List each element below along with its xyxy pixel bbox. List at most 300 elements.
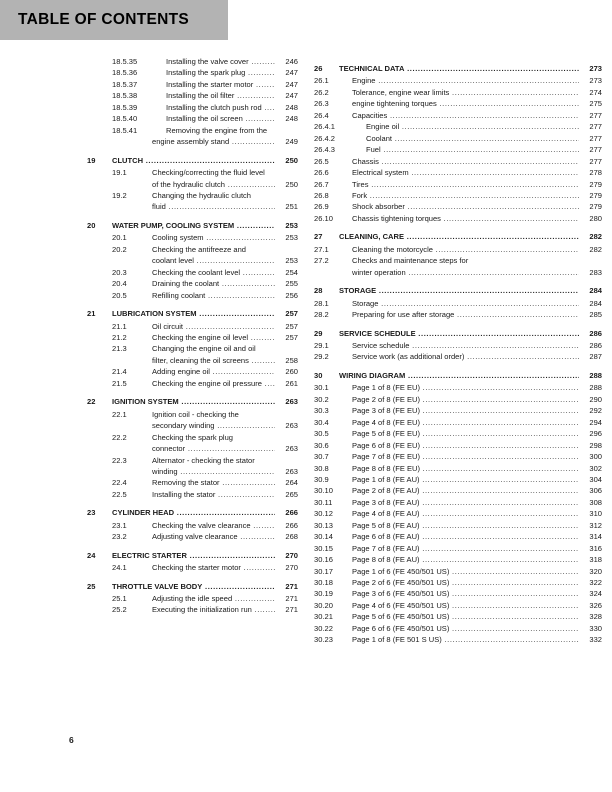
toc-entry-number: 20.4 xyxy=(112,279,127,289)
toc-entry[interactable] xyxy=(112,79,298,90)
toc-entry-number: 23 xyxy=(87,508,96,518)
toc-entry-page: 271 xyxy=(285,581,298,591)
toc-entry[interactable] xyxy=(112,432,298,443)
toc-entry-page: 257 xyxy=(285,321,298,331)
toc-entry[interactable] xyxy=(87,308,298,319)
toc-entry-title: Cleaning the motorcycle ..... xyxy=(352,244,579,255)
toc-entry[interactable] xyxy=(314,405,602,416)
toc-entry[interactable] xyxy=(314,328,602,339)
toc-entry-page: 298 xyxy=(589,440,602,450)
toc-entry[interactable] xyxy=(112,378,298,389)
toc-entry-number: 30.19 xyxy=(314,589,333,599)
toc-entry-page: 285 xyxy=(589,310,602,320)
toc-entry[interactable] xyxy=(314,520,602,531)
toc-entry-number: 30.13 xyxy=(314,520,333,530)
toc-entry-title: coolant level ..... xyxy=(152,255,275,266)
toc-entry-number: 26.4.3 xyxy=(314,145,335,155)
toc-entry-title: Storage ..... xyxy=(352,298,579,309)
toc-entry-title: Executing the initialization run ..... xyxy=(152,604,275,615)
toc-entry-title: Checking the coolant level ..... xyxy=(152,267,275,278)
toc-entry[interactable] xyxy=(87,550,298,561)
toc-entry-page: 306 xyxy=(589,486,602,496)
toc-entry-page: 280 xyxy=(589,213,602,223)
toc-entry-number: 25 xyxy=(87,581,96,591)
toc-entry-title: THROTTLE VALVE BODY ..... xyxy=(112,581,275,592)
toc-entry-title: Page 4 of 8 (FE AU) ..... xyxy=(352,508,579,519)
toc-entry-number: 30.4 xyxy=(314,417,329,427)
toc-entry-page: 304 xyxy=(589,474,602,484)
toc-entry[interactable] xyxy=(112,267,298,278)
toc-entry-number: 27.2 xyxy=(314,256,329,266)
toc-entry-page: 290 xyxy=(589,394,602,404)
toc-entry[interactable] xyxy=(314,75,602,86)
toc-entry-title: Page 2 of 6 (FE 450/501 US) ..... xyxy=(352,577,579,588)
toc-entry[interactable] xyxy=(314,370,602,381)
toc-entry-page: 292 xyxy=(589,406,602,416)
toc-entry-title: Adjusting valve clearance ..... xyxy=(152,531,275,542)
toc-entry-number: 20 xyxy=(87,220,96,230)
toc-entry-title: TECHNICAL DATA ..... xyxy=(339,63,579,74)
toc-entry-title: Page 6 of 6 (FE 450/501 US) ..... xyxy=(352,623,579,634)
toc-entry-title: CYLINDER HEAD ..... xyxy=(112,507,275,518)
toc-entry-page: 268 xyxy=(285,532,298,542)
toc-entry-page: 257 xyxy=(285,332,298,342)
toc-entry[interactable] xyxy=(314,611,602,622)
toc-entry-number: 26.5 xyxy=(314,156,329,166)
toc-entry[interactable] xyxy=(112,278,298,289)
toc-entry-title: Shock absorber ..... xyxy=(352,201,579,212)
toc-entry[interactable] xyxy=(314,244,602,255)
toc-entry-page: 279 xyxy=(589,179,602,189)
toc-entry-title: Changing the hydraulic clutch xyxy=(152,190,252,200)
toc-column-left xyxy=(0,56,306,646)
toc-entry[interactable] xyxy=(314,623,602,634)
toc-entry-page: 330 xyxy=(589,623,602,633)
toc-entry[interactable] xyxy=(314,167,602,178)
toc-entry[interactable] xyxy=(314,451,602,462)
toc-entry-title: Adjusting the idle speed ..... xyxy=(152,593,275,604)
toc-entry[interactable] xyxy=(314,566,602,577)
toc-entry-title: connector ..... xyxy=(152,443,275,454)
toc-entry-continuation[interactable] xyxy=(112,179,298,190)
toc-entry[interactable] xyxy=(112,56,298,67)
toc-entry-title: Service work (as additional order) ..... xyxy=(352,351,579,362)
toc-entry[interactable] xyxy=(112,125,298,136)
toc-entry[interactable] xyxy=(314,231,602,242)
toc-entry-title: SERVICE SCHEDULE ..... xyxy=(339,328,579,339)
toc-entry-page: 288 xyxy=(589,383,602,393)
toc-entry-number: 19.2 xyxy=(112,190,127,200)
toc-entry[interactable] xyxy=(112,604,298,615)
toc-entry-title: WATER PUMP, COOLING SYSTEM ..... xyxy=(112,220,275,231)
toc-entry-number: 21.5 xyxy=(112,378,127,388)
toc-entry-number: 30 xyxy=(314,370,323,380)
toc-entry[interactable] xyxy=(87,396,298,407)
toc-entry-page: 316 xyxy=(589,543,602,553)
toc-entry-page: 247 xyxy=(285,91,298,101)
toc-entry[interactable] xyxy=(112,244,298,255)
toc-entry-number: 25.1 xyxy=(112,594,127,604)
toc-entry-title: CLEANING, CARE ..... xyxy=(339,231,579,242)
toc-entry[interactable] xyxy=(314,588,602,599)
toc-entry-page: 263 xyxy=(285,444,298,454)
toc-entry-page: 279 xyxy=(589,202,602,212)
toc-entry-continuation[interactable] xyxy=(314,267,602,278)
toc-entry-page: 326 xyxy=(589,600,602,610)
toc-entry-number: 29 xyxy=(314,328,323,338)
toc-entry-title: Installing the oil filter ..... xyxy=(152,90,275,101)
toc-entry-title: Checking/correcting the fluid level xyxy=(152,168,265,178)
toc-entry-continuation[interactable] xyxy=(112,443,298,454)
toc-entry-title: Page 6 of 8 (FE AU) ..... xyxy=(352,531,579,542)
toc-entry-page: 273 xyxy=(589,76,602,86)
toc-entry-number: 26.4 xyxy=(314,110,329,120)
toc-entry-number: 30.8 xyxy=(314,463,329,473)
toc-entry-continuation[interactable] xyxy=(112,466,298,477)
toc-entry-title: LUBRICATION SYSTEM ..... xyxy=(112,308,275,319)
toc-entry-page: 255 xyxy=(285,279,298,289)
toc-entry-page: 277 xyxy=(589,145,602,155)
toc-entry-number: 26.10 xyxy=(314,213,333,223)
toc-entry-number: 26.7 xyxy=(314,179,329,189)
toc-entry-title: Service schedule ..... xyxy=(352,340,579,351)
toc-entry-title: fluid ..... xyxy=(152,201,275,212)
toc-entry-number: 23.1 xyxy=(112,520,127,530)
toc-entry-title: engine tightening torques ..... xyxy=(352,98,579,109)
toc-entry-title: Page 4 of 8 (FE EU) ..... xyxy=(352,417,579,428)
toc-entry-number: 18.5.40 xyxy=(112,114,138,124)
toc-entry-title: Page 6 of 8 (FE EU) ..... xyxy=(352,440,579,451)
toc-entry-number: 21.3 xyxy=(112,344,127,354)
toc-entry[interactable] xyxy=(314,133,602,144)
toc-entry-page: 332 xyxy=(589,635,602,645)
toc-entry-page: 253 xyxy=(285,256,298,266)
toc-entry-number: 22.3 xyxy=(112,455,127,465)
toc-entry[interactable] xyxy=(112,90,298,101)
toc-entry-page: 256 xyxy=(285,290,298,300)
toc-entry-page: 266 xyxy=(285,508,298,518)
toc-entry-title: winding ..... xyxy=(152,466,275,477)
toc-entry-page: 271 xyxy=(285,605,298,615)
toc-entry[interactable] xyxy=(112,102,298,113)
toc-entry-page: 318 xyxy=(589,555,602,565)
toc-entry-page: 296 xyxy=(589,429,602,439)
toc-entry[interactable] xyxy=(112,167,298,178)
toc-entry[interactable] xyxy=(314,298,602,309)
toc-entry-title: WIRING DIAGRAM ..... xyxy=(339,370,579,381)
toc-entry-page: 253 xyxy=(285,233,298,243)
toc-entry-number: 19.1 xyxy=(112,168,127,178)
toc-entry-title: Page 3 of 6 (FE 450/501 US) ..... xyxy=(352,588,579,599)
toc-entry-title: Page 1 of 8 (FE AU) ..... xyxy=(352,474,579,485)
toc-entry[interactable] xyxy=(112,232,298,243)
toc-entry-title: Checking the starter motor ..... xyxy=(152,562,275,573)
toc-entry[interactable] xyxy=(314,190,602,201)
toc-entry-number: 30.1 xyxy=(314,383,329,393)
toc-entry[interactable] xyxy=(314,417,602,428)
toc-entry-title: Page 4 of 6 (FE 450/501 US) ..... xyxy=(352,600,579,611)
toc-entry-page: 320 xyxy=(589,566,602,576)
toc-entry[interactable] xyxy=(112,489,298,500)
toc-entry-page: 265 xyxy=(285,489,298,499)
toc-entry-number: 30.2 xyxy=(314,394,329,404)
toc-entry-number: 22 xyxy=(87,397,96,407)
toc-entry-title: ELECTRIC STARTER ..... xyxy=(112,550,275,561)
toc-entry-continuation[interactable] xyxy=(112,255,298,266)
toc-entry-number: 27.1 xyxy=(314,244,329,254)
toc-entry[interactable] xyxy=(112,343,298,354)
toc-entry[interactable] xyxy=(314,543,602,554)
toc-entry[interactable] xyxy=(314,340,602,351)
toc-entry-page: 283 xyxy=(589,267,602,277)
toc-entry-title: Removing the stator ..... xyxy=(152,477,275,488)
toc-entry-page: 275 xyxy=(589,99,602,109)
toc-entry-page: 288 xyxy=(589,370,602,380)
toc-entry[interactable] xyxy=(112,409,298,420)
toc-entry-number: 30.18 xyxy=(314,578,333,588)
toc-entry[interactable] xyxy=(314,508,602,519)
toc-entry-page: 308 xyxy=(589,497,602,507)
toc-entry[interactable] xyxy=(112,113,298,124)
toc-entry-number: 30.7 xyxy=(314,452,329,462)
toc-entry-page: 282 xyxy=(589,244,602,254)
toc-entry-title: Preparing for use after storage ..... xyxy=(352,309,579,320)
toc-entry-page: 261 xyxy=(285,378,298,388)
toc-entry-page: 302 xyxy=(589,463,602,473)
toc-entry[interactable] xyxy=(87,220,298,231)
toc-entry-page: 246 xyxy=(285,57,298,66)
toc-entry[interactable] xyxy=(314,255,602,266)
toc-entry-number: 29.1 xyxy=(314,340,329,350)
toc-column-right xyxy=(306,56,612,646)
toc-entry-number: 18.5.35 xyxy=(112,57,138,66)
toc-entry-title: Installing the oil screen ..... xyxy=(152,113,275,124)
toc-entry-number: 30.9 xyxy=(314,474,329,484)
toc-entry-title: Capacities ..... xyxy=(352,110,579,121)
toc-entry-page: 257 xyxy=(285,309,298,319)
toc-entry-number: 19 xyxy=(87,155,96,165)
toc-entry-number: 30.14 xyxy=(314,532,333,542)
toc-entry-number: 20.5 xyxy=(112,290,127,300)
toc-entry-title: Engine oil ..... xyxy=(352,121,579,132)
toc-entry-page: 277 xyxy=(589,122,602,132)
toc-entry-number: 22.4 xyxy=(112,478,127,488)
toc-entry[interactable] xyxy=(314,87,602,98)
toc-entry-number: 24 xyxy=(87,550,96,560)
toc-entry[interactable] xyxy=(314,531,602,542)
toc-entry[interactable] xyxy=(87,581,298,592)
toc-entry-title: Installing the valve cover ..... xyxy=(152,56,275,67)
toc-entry[interactable] xyxy=(314,440,602,451)
toc-columns xyxy=(0,56,612,646)
toc-entry-number: 22.2 xyxy=(112,432,127,442)
toc-entry-number: 23.2 xyxy=(112,532,127,542)
toc-entry-title: STORAGE ..... xyxy=(339,285,579,296)
toc-entry-page: 279 xyxy=(589,190,602,200)
toc-entry-number: 20.3 xyxy=(112,267,127,277)
toc-entry[interactable] xyxy=(112,455,298,466)
toc-entry[interactable] xyxy=(112,520,298,531)
toc-entry-page: 282 xyxy=(589,232,602,242)
toc-entry[interactable] xyxy=(112,321,298,332)
toc-entry[interactable] xyxy=(314,382,602,393)
toc-entry-title: Page 8 of 8 (FE EU) ..... xyxy=(352,463,579,474)
toc-entry[interactable] xyxy=(314,554,602,565)
toc-entry-page: 253 xyxy=(285,220,298,230)
toc-entry-title: Installing the clutch push rod ..... xyxy=(152,102,275,113)
toc-entry-title: Cooling system ..... xyxy=(152,232,275,243)
toc-entry[interactable] xyxy=(314,179,602,190)
toc-entry-number: 21.4 xyxy=(112,367,127,377)
toc-entry[interactable] xyxy=(112,562,298,573)
toc-entry[interactable] xyxy=(314,201,602,212)
toc-entry-page: 263 xyxy=(285,397,298,407)
toc-entry-page: 266 xyxy=(285,520,298,530)
toc-entry-number: 30.15 xyxy=(314,543,333,553)
toc-entry-page: 277 xyxy=(589,133,602,143)
toc-entry-title: Page 5 of 8 (FE AU) ..... xyxy=(352,520,579,531)
toc-entry-number: 22.5 xyxy=(112,489,127,499)
toc-entry-title: Tolerance, engine wear limits ..... xyxy=(352,87,579,98)
toc-entry[interactable] xyxy=(112,477,298,488)
toc-entry-title: Page 3 of 8 (FE AU) ..... xyxy=(352,497,579,508)
toc-entry[interactable] xyxy=(314,497,602,508)
toc-entry-page: 254 xyxy=(285,267,298,277)
toc-entry-page: 286 xyxy=(589,328,602,338)
toc-entry-number: 27 xyxy=(314,232,323,242)
toc-entry-page: 249 xyxy=(285,137,298,147)
toc-entry-number: 28 xyxy=(314,286,323,296)
toc-entry-number: 26.6 xyxy=(314,168,329,178)
toc-entry-title: Page 8 of 8 (FE AU) ..... xyxy=(352,554,579,565)
toc-entry-page: 247 xyxy=(285,79,298,89)
toc-entry-number: 30.6 xyxy=(314,440,329,450)
toc-entry-title: Fork ..... xyxy=(352,190,579,201)
toc-entry[interactable] xyxy=(314,285,602,296)
toc-entry-title: Adding engine oil ..... xyxy=(152,366,275,377)
toc-entry[interactable] xyxy=(314,156,602,167)
toc-entry-title: Installing the starter motor ..... xyxy=(152,79,275,90)
toc-entry[interactable] xyxy=(112,593,298,604)
toc-entry-number: 20.2 xyxy=(112,244,127,254)
toc-entry[interactable] xyxy=(314,121,602,132)
toc-entry[interactable] xyxy=(314,485,602,496)
toc-entry[interactable] xyxy=(314,98,602,109)
toc-entry-title: Tires ..... xyxy=(352,179,579,190)
toc-entry[interactable] xyxy=(112,290,298,301)
toc-entry-number: 21 xyxy=(87,309,96,319)
toc-entry-title: winter operation ..... xyxy=(352,267,579,278)
toc-entry-number: 18.5.39 xyxy=(112,102,138,112)
toc-entry[interactable] xyxy=(87,507,298,518)
toc-entry-continuation[interactable] xyxy=(112,355,298,366)
toc-entry-page: 263 xyxy=(285,466,298,476)
toc-entry-title: Page 1 of 8 (FE 501 S US) ..... xyxy=(352,634,579,645)
toc-entry-number: 30.11 xyxy=(314,497,333,507)
toc-entry-continuation[interactable] xyxy=(112,136,298,147)
toc-entry-title: Checking the engine oil pressure ..... xyxy=(152,378,275,389)
toc-entry-number: 26.9 xyxy=(314,202,329,212)
toc-entry[interactable] xyxy=(314,474,602,485)
toc-entry-number: 26 xyxy=(314,64,323,73)
toc-entry-number: 26.8 xyxy=(314,190,329,200)
toc-entry[interactable] xyxy=(314,351,602,362)
toc-entry-title: Chassis ..... xyxy=(352,156,579,167)
toc-entry-title: Oil circuit ..... xyxy=(152,321,275,332)
toc-entry[interactable] xyxy=(314,463,602,474)
toc-entry-page: 248 xyxy=(285,102,298,112)
toc-entry-title: Alternator - checking the stator xyxy=(152,455,255,465)
toc-entry-title: IGNITION SYSTEM ..... xyxy=(112,396,275,407)
toc-entry[interactable] xyxy=(314,394,602,405)
toc-entry-title: Chassis tightening torques ..... xyxy=(352,213,579,224)
toc-entry-title: Page 2 of 8 (FE AU) ..... xyxy=(352,485,579,496)
toc-entry-continuation[interactable] xyxy=(112,420,298,431)
toc-entry[interactable] xyxy=(112,366,298,377)
toc-entry[interactable] xyxy=(112,190,298,201)
toc-entry-title: Engine ..... xyxy=(352,75,579,86)
toc-entry[interactable] xyxy=(314,600,602,611)
toc-entry-continuation[interactable] xyxy=(112,201,298,212)
toc-entry-number: 30.12 xyxy=(314,509,333,519)
toc-entry-page: 284 xyxy=(589,298,602,308)
toc-entry-number: 30.5 xyxy=(314,429,329,439)
toc-entry[interactable] xyxy=(314,577,602,588)
toc-entry[interactable] xyxy=(314,110,602,121)
toc-entry[interactable] xyxy=(314,634,602,645)
toc-entry[interactable] xyxy=(112,67,298,78)
toc-entry-number: 26.1 xyxy=(314,76,329,86)
toc-entry-title: Checking the engine oil level ..... xyxy=(152,332,275,343)
toc-entry[interactable] xyxy=(314,144,602,155)
toc-entry-title: Page 7 of 8 (FE AU) ..... xyxy=(352,543,579,554)
toc-entry-title: Installing the stator ..... xyxy=(152,489,275,500)
toc-entry-page: 310 xyxy=(589,509,602,519)
toc-entry[interactable] xyxy=(314,213,602,224)
toc-entry-number: 18.5.38 xyxy=(112,91,138,101)
toc-entry-page: 286 xyxy=(589,340,602,350)
toc-entry[interactable] xyxy=(314,309,602,320)
toc-entry-title: Refilling coolant ..... xyxy=(152,290,275,301)
toc-entry-title: Checking the antifreeze and xyxy=(152,244,246,254)
toc-entry-page: 314 xyxy=(589,532,602,542)
toc-entry-number: 30.20 xyxy=(314,600,333,610)
toc-entry-title: Page 7 of 8 (FE EU) ..... xyxy=(352,451,579,462)
toc-entry-number: 18.5.37 xyxy=(112,79,138,89)
toc-entry-title: Changing the engine oil and oil xyxy=(152,344,256,354)
toc-entry-number: 26.3 xyxy=(314,99,329,109)
toc-entry-number: 18.5.41 xyxy=(112,125,138,135)
toc-entry-page: 250 xyxy=(285,155,298,165)
toc-entry-title: Installing the spark plug ..... xyxy=(152,67,275,78)
toc-entry-title: Checks and maintenance steps for xyxy=(352,256,469,266)
toc-entry-page: 274 xyxy=(589,87,602,97)
toc-entry-number: 30.22 xyxy=(314,623,333,633)
toc-entry-title: Coolant ..... xyxy=(352,133,579,144)
toc-entry-title: Ignition coil - checking the xyxy=(152,409,239,419)
toc-entry-page: 287 xyxy=(589,352,602,362)
toc-entry[interactable] xyxy=(314,63,602,74)
toc-entry[interactable] xyxy=(314,428,602,439)
toc-entry[interactable] xyxy=(112,531,298,542)
toc-entry-number: 22.1 xyxy=(112,409,127,419)
toc-entry-title: engine assembly stand ..... xyxy=(152,136,275,147)
toc-entry-title: secondary winding ..... xyxy=(152,420,275,431)
toc-entry-page: 328 xyxy=(589,612,602,622)
toc-entry-page: 250 xyxy=(285,179,298,189)
toc-entry[interactable] xyxy=(87,155,298,166)
toc-entry[interactable] xyxy=(112,332,298,343)
